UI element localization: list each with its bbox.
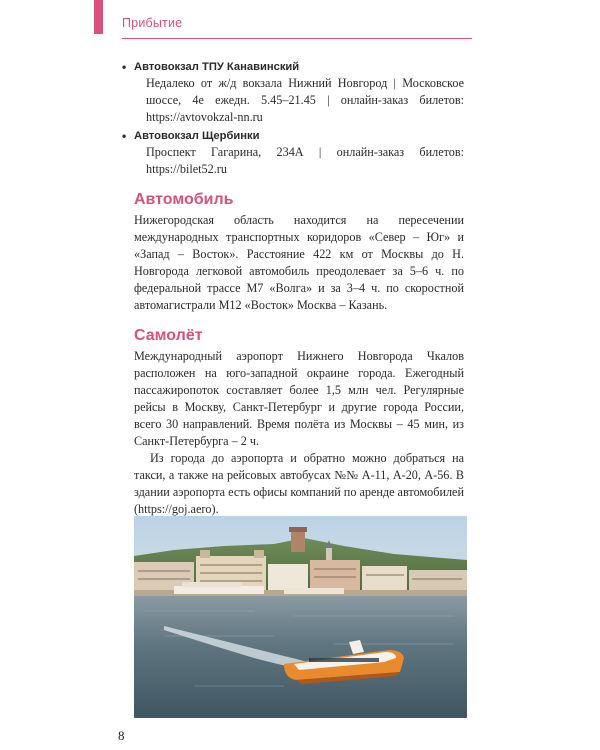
- heading-plane: Самолёт: [134, 327, 203, 344]
- section-tab-marker: [94, 0, 103, 34]
- bus-station-item: [122, 129, 464, 178]
- plane-paragraph-2: Из города до аэропорта и обратно можно добраться на такси, а также на рейсовых автобусах №№ А-11, А-20, А-56. В здании аэропорта есть офисы компаний по аренде автомобилей (https://goj.aero).: [134, 451, 464, 516]
- section-title: Прибытие: [122, 16, 183, 30]
- station-name: Автовокзал Щербинки: [134, 130, 260, 142]
- station-details: Проспект Гагарина, 234А | онлайн-заказ билетов: https://bilet52.ru: [146, 145, 464, 176]
- station-details: Недалеко от ж/д вокзала Нижний Новгород | Московское шоссе, 4е ежедн. 5.45–21.45 | онлайн-заказ билетов: https://avtovokzal-nn.ru: [146, 76, 464, 124]
- bullet-icon: •: [122, 129, 127, 143]
- plane-paragraph-1: Международный аэропорт Нижнего Новгорода Чкалов расположен на юго-западной окраине города. Ежегодный пассажиропоток составляет более 1,5 млн чел. Регулярные рейсы в Москву, Санкт-Петербург и другие города России, всего 30 направлений. Время полёта из Москвы – 45 мин, из Санкт-Петербурга – 2 ч.: [134, 349, 464, 448]
- river-boat-photo: [134, 516, 467, 718]
- bullet-icon: •: [122, 60, 127, 74]
- page-number: 8: [118, 728, 125, 743]
- section-divider: [122, 38, 472, 39]
- station-name: Автовокзал ТПУ Канавинский: [134, 61, 300, 73]
- bus-station-item: [122, 60, 464, 126]
- heading-car: Автомобиль: [134, 191, 234, 208]
- car-paragraph: Нижегородская область находится на пересечении международных транспортных коридоров «Север – Юг» и «Запад – Восток». Расстояние 422 км от Москвы до Н. Новгорода легковой автомобиль преодолевает за 5–6 ч. по федеральной трассе М7 «Волга» и за 3–4 ч. по скоростной автомагистрали М12 «Восток» Москва – Казань.: [134, 213, 464, 312]
